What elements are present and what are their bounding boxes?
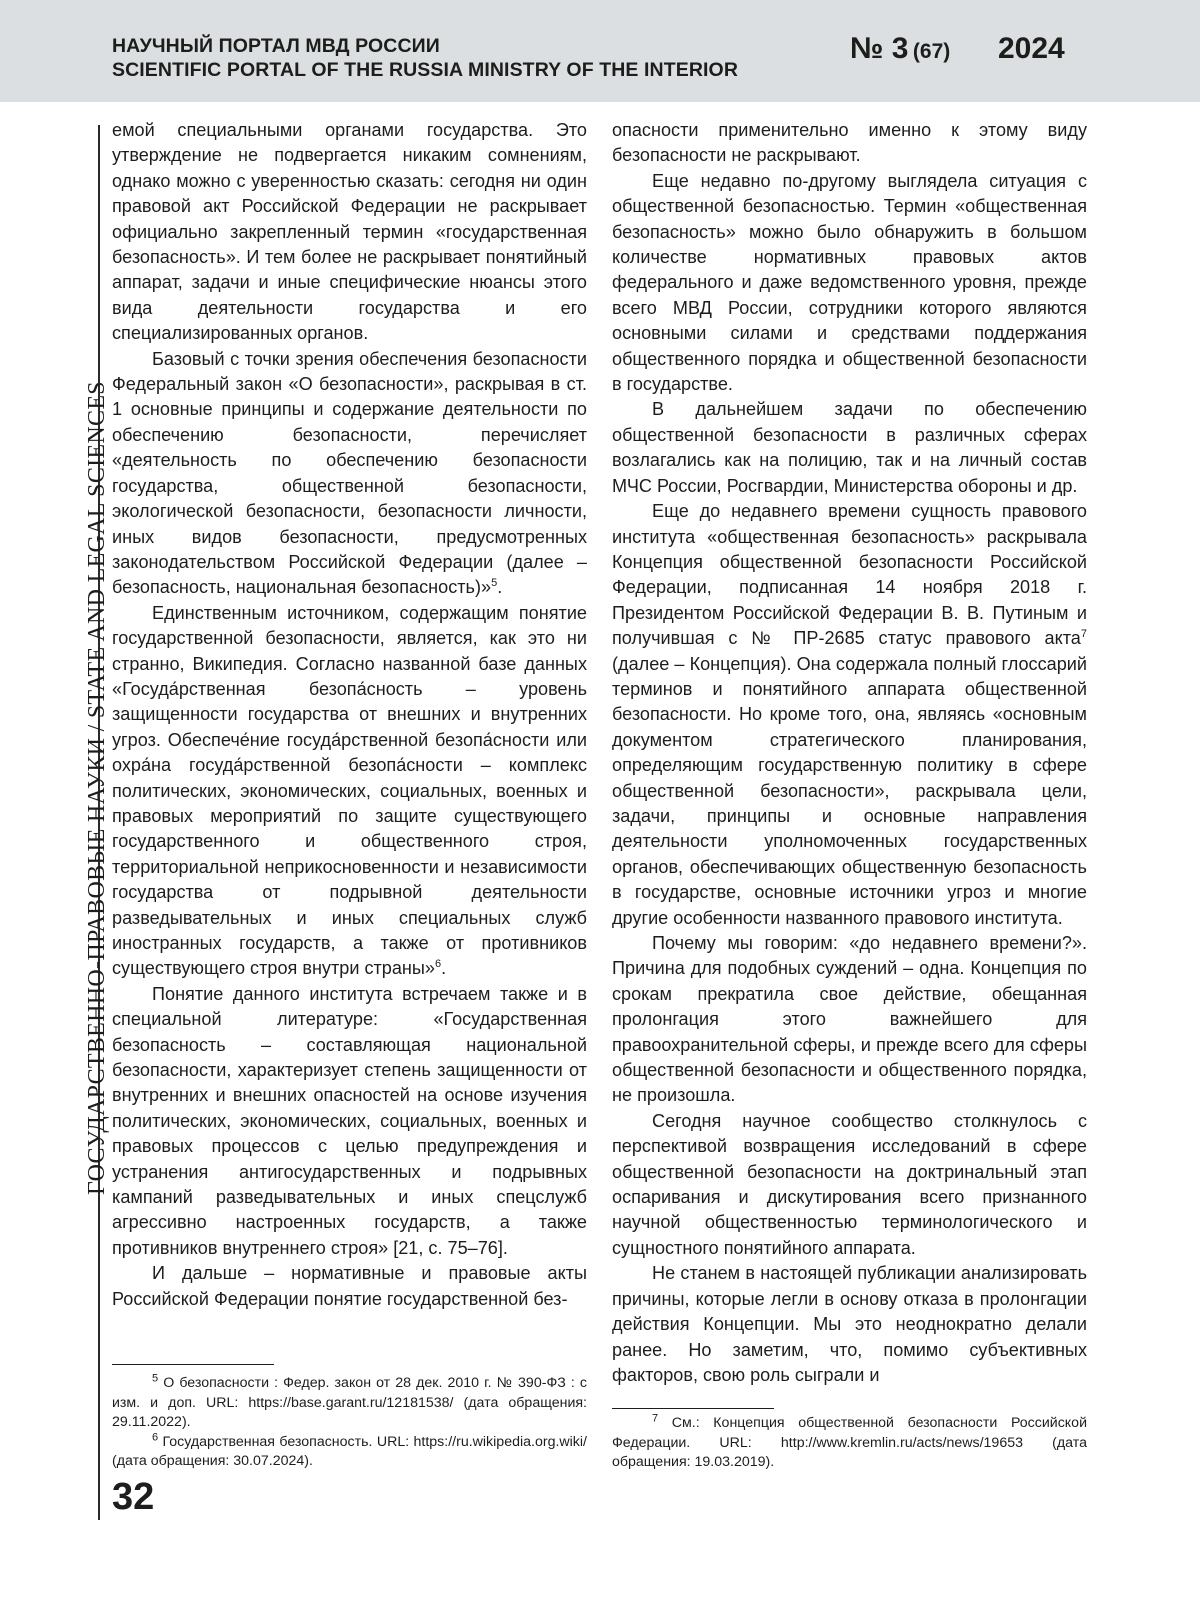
paragraph: Не станем в настоящей публикации анализировать причины, которые легли в основу отказа в пролонгации действия Концепции. Мы это неоднократно делали ранее. Но заметим, что, помимо субъективных факторов, свою роль сыграли и (612, 1263, 1087, 1385)
issue-year: 2024 (998, 32, 1065, 65)
footnote-divider (612, 1408, 774, 1409)
journal-header (0, 0, 1200, 102)
paragraph: емой специальными органами государства. Это утверждение не подвергается никаким сомнениям, однако можно с уверенностью сказать: сегодня ни один правовой акт Российской Федерации не раскрывает официально закрепленный термин «государственная безопасность». И тем более не раскрывает понятийный аппарат, задачи и иные специфические нюансы этого вида деятельности государства и его специализированных органов. (112, 120, 587, 344)
footnote: $^6$ Государственная безопасность. URL: https://ru.wikipedia.org.wiki/ (дата обращения: 30.07.2024). (112, 1431, 587, 1470)
section-sidebar-label: ГОСУДАРСТВЕННО-ПРАВОВЫЕ НАУКИ / STATE AND LEGAL SCIENCES (84, 381, 110, 1195)
footnotes-right (612, 1414, 1087, 1473)
footnote: $^5$ О безопасности : Федер. закон от 28 дек. 2010 г. № 390-ФЗ : с изм. и доп. URL: https://base.garant.ru/12181538/ (дата обращения: 29.11.2022). (112, 1372, 587, 1431)
issue-number: № 3 (850, 32, 909, 65)
journal-title-en: SCIENTIFIC PORTAL OF THE RUSSIA MINISTRY OF THE INTERIOR (112, 59, 739, 81)
footnote-ref[interactable]: 6 (434, 958, 442, 971)
footnote-ref[interactable]: 5 (491, 577, 498, 590)
issue-label (850, 32, 950, 66)
paragraph: И дальше – нормативные и правовые акты Российской Федерации понятие государственной без- (112, 1263, 587, 1309)
paragraph: Базовый с точки зрения обеспечения безопасности Федеральный закон «О безопасности», раскрывая в ст. 1 основные принципы и содержание деятельности по обеспечению безопасности, перечисляет «деятельность по обеспечению безопасности государства, общественной безопасности, экологической безопасности, безопасности личности, иных видов безопасности, предусмотренных законодательством Российской Федерации (далее – безопасность, национальная безопасность)»$^5$. (112, 348, 587, 598)
footnote: $^7$ См.: Концепция общественной безопасности Российской Федерации. URL: http://www.kremlin.ru/acts/news/19653 (дата обращения: 19.03.2019). (612, 1412, 1087, 1471)
paragraph: Единственным источником, содержащим понятие государственной безопасности, является, как это ни странно, Википедия. Согласно названной базе данных «Госуда́рственная безопа́сность – уровень защищенности государства от внешних и внутренних угроз. Обеспече́ние госуда́рственной безопа́сности или охра́на госуда́рственной безопа́сности – комплекс политических, экономических, социальных, военных и правовых мероприятий по защите существующего государственного и общественного строя, территориальной неприкосновенности и независимости государства от подрывной деятельности разведывательных и иных специальных служб иностранных государств, а также от противников существующего строя внутри страны»$^6$. (112, 602, 587, 979)
paragraph: Почему мы говорим: «до недавнего времени?». Причина для подобных суждений – одна. Концепция по срокам прекратила свое действие, обещанная пролонгация этого важнейшего для правоохранительной сферы, и прежде всего для сферы общественной безопасности и общественного порядка, не произошла. (612, 933, 1087, 1106)
issue-total: (67) (912, 40, 951, 63)
footnote-ref[interactable]: 7 (1080, 628, 1087, 641)
paragraph: Еще до недавнего времени сущность правового института «общественная безопасность» раскрывала Концепция общественной безопасности Российской Федерации, подписанная 14 ноября 2018 г. Президентом Российской Федерации В. В. Путиным и получившая с № ПР-2685 статус правового акта$^7$ (далее – Концепция). Она содержала полный глоссарий терминов и понятийного аппарата общественной безопасности. Но кроме того, она, являясь «основным документом стратегического планирования, определяющим государственную политику в сфере общественной безопасности», раскрывала цели, задачи, принципы и основные направления деятельности уполномоченных государственных органов, обеспечивающих общественную безопасность в государстве, основные источники угроз и многие другие особенности названного правового института. (612, 501, 1087, 928)
left-column (112, 118, 587, 1312)
paragraph: опасности применительно именно к этому виду безопасности не раскрывают. (612, 120, 1087, 166)
footnotes-left (112, 1374, 587, 1472)
paragraph: Понятие данного института встречаем также и в специальной литературе: «Государственная безопасность – составляющая национальной безопасности, характеризует степень защищенности от внутренних и внешних опасностей на основе изучения политических, экономических, социальных, военных и правовых процессов с целью предупреждения и устранения антигосударственных и подрывных кампаний разведывательных и иных спецслужб агрессивно настроенных государств, а также противников внутреннего строя» [21, с. 75–76]. (112, 983, 587, 1258)
journal-title-ru: НАУЧНЫЙ ПОРТАЛ МВД РОССИИ (112, 35, 440, 57)
paragraph: Еще недавно по-другому выглядела ситуация с общественной безопасностью. Термин «общественная безопасность» можно было обнаружить в большом количестве нормативных правовых актов федерального и даже ведомственного уровня, прежде всего МВД России, сотрудники которого являются основными силами и средствами поддержания общественного порядка и общественной безопасности в государстве. (612, 170, 1087, 395)
paragraph: В дальнейшем задачи по обеспечению общественной безопасности в различных сферах возлагались как на полицию, так и на личный состав МЧС России, Росгвардии, Министерства обороны и др. (612, 399, 1087, 496)
page-number: 32 (112, 1476, 155, 1518)
footnote-divider (112, 1364, 274, 1365)
right-column (612, 118, 1087, 1388)
paragraph: Сегодня научное сообщество столкнулось с перспективой возвращения исследований в сфере общественной безопасности на доктринальный этап оспаривания и дискутирования всего признанного научной общественностью терминологического и сущностного понятийного аппарата. (612, 1110, 1087, 1258)
